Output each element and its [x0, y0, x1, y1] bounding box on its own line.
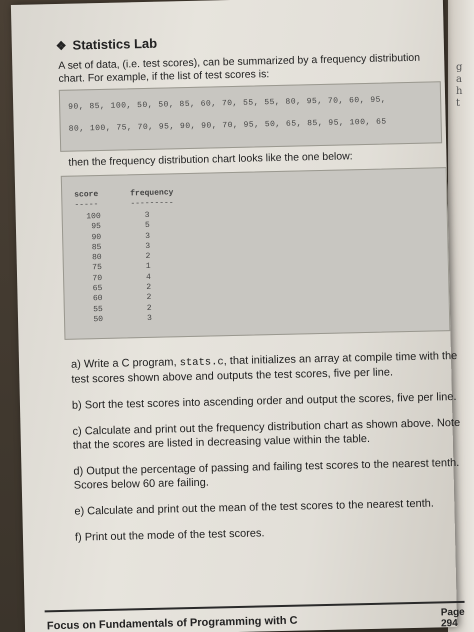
- mid-paragraph: then the frequency distribution chart looks like the one below:: [68, 150, 353, 169]
- frequency-underline: ---------: [130, 198, 174, 209]
- exercise-b: b) Sort the test scores into ascending order and output the scores, five per line.: [71, 390, 457, 412]
- frequency-cell: 2: [146, 303, 152, 313]
- frequency-cell: 2: [145, 252, 151, 262]
- scores-code-box: [59, 81, 442, 152]
- scores-line: 80, 100, 75, 70, 95, 90, 90, 70, 95, 50, 65, 85, 95, 100, 65: [68, 117, 387, 134]
- frequency-cell: 3: [145, 241, 151, 251]
- frequency-table-box: [61, 167, 451, 340]
- edge-char: h: [456, 86, 463, 97]
- frequency-cell: 1: [145, 262, 151, 272]
- score-cell: 100: [86, 211, 101, 222]
- score-underline: -----: [74, 200, 99, 210]
- edge-char: g: [456, 62, 463, 73]
- exercise-c: c) Calculate and print out the frequency distribution chart as shown above. Note that the scores are listed in decreasing value within the table.: [72, 416, 461, 452]
- frequency-cell: 2: [146, 293, 152, 303]
- score-cell: 75: [92, 263, 102, 273]
- exercise-f: f) Print out the mode of the test scores.: [74, 527, 265, 544]
- score-cell: 85: [91, 242, 102, 253]
- diamond-bullet-icon: ❖: [55, 38, 67, 53]
- page-number: Page 294: [440, 606, 465, 630]
- score-cell: 80: [91, 253, 102, 263]
- score-cell: 50: [93, 314, 104, 325]
- score-cell: 55: [93, 304, 103, 314]
- footer-rule: [45, 601, 465, 613]
- frequency-cell: 3: [145, 231, 151, 241]
- score-cell: 60: [92, 294, 103, 304]
- filename-code: stats.c: [179, 356, 224, 370]
- frequency-cell: 2: [146, 282, 152, 293]
- book-title: Focus on Fundamentals of Programming with C: [46, 614, 298, 632]
- exercise-d: d) Output the percentage of passing and failing test scores to the nearest tenth. Scores below 60 are failing.: [73, 456, 460, 492]
- frequency-cell: 4: [145, 272, 152, 282]
- page-footer: [45, 601, 465, 632]
- table-row: [77, 313, 197, 326]
- exercise-list: [71, 349, 465, 557]
- score-cell: 90: [91, 232, 102, 242]
- scores-line: 90, 85, 100, 50, 50, 85, 60, 70, 55, 55, 80, 95, 70, 60, 95,: [68, 95, 387, 112]
- frequency-cell: 5: [144, 221, 150, 231]
- score-cell: 95: [91, 222, 102, 232]
- section-title: ❖ Statistics Lab: [55, 35, 158, 53]
- book-page: [11, 0, 465, 632]
- frequency-cell: 3: [146, 313, 152, 323]
- exercise-e: e) Calculate and print out the mean of the test scores to the nearest tenth.: [74, 497, 434, 518]
- score-cell: 70: [92, 273, 103, 283]
- frequency-cell: 3: [144, 210, 150, 220]
- edge-char: t: [456, 98, 461, 109]
- intro-paragraph: A set of data, (i.e. test scores), can be summarized by a frequency distribution chart. For example, if the list of test scores is:: [58, 51, 421, 85]
- score-column-header: score: [74, 190, 99, 200]
- frequency-column-header: frequency: [130, 188, 174, 199]
- exercise-a: a) Write a C program, stats.c, that initializes an array at compile time with the test scores shown above and outputs the test scores, five per line.: [70, 349, 458, 386]
- frequency-table: [75, 210, 198, 326]
- score-cell: 65: [92, 284, 103, 294]
- edge-char: a: [456, 74, 462, 85]
